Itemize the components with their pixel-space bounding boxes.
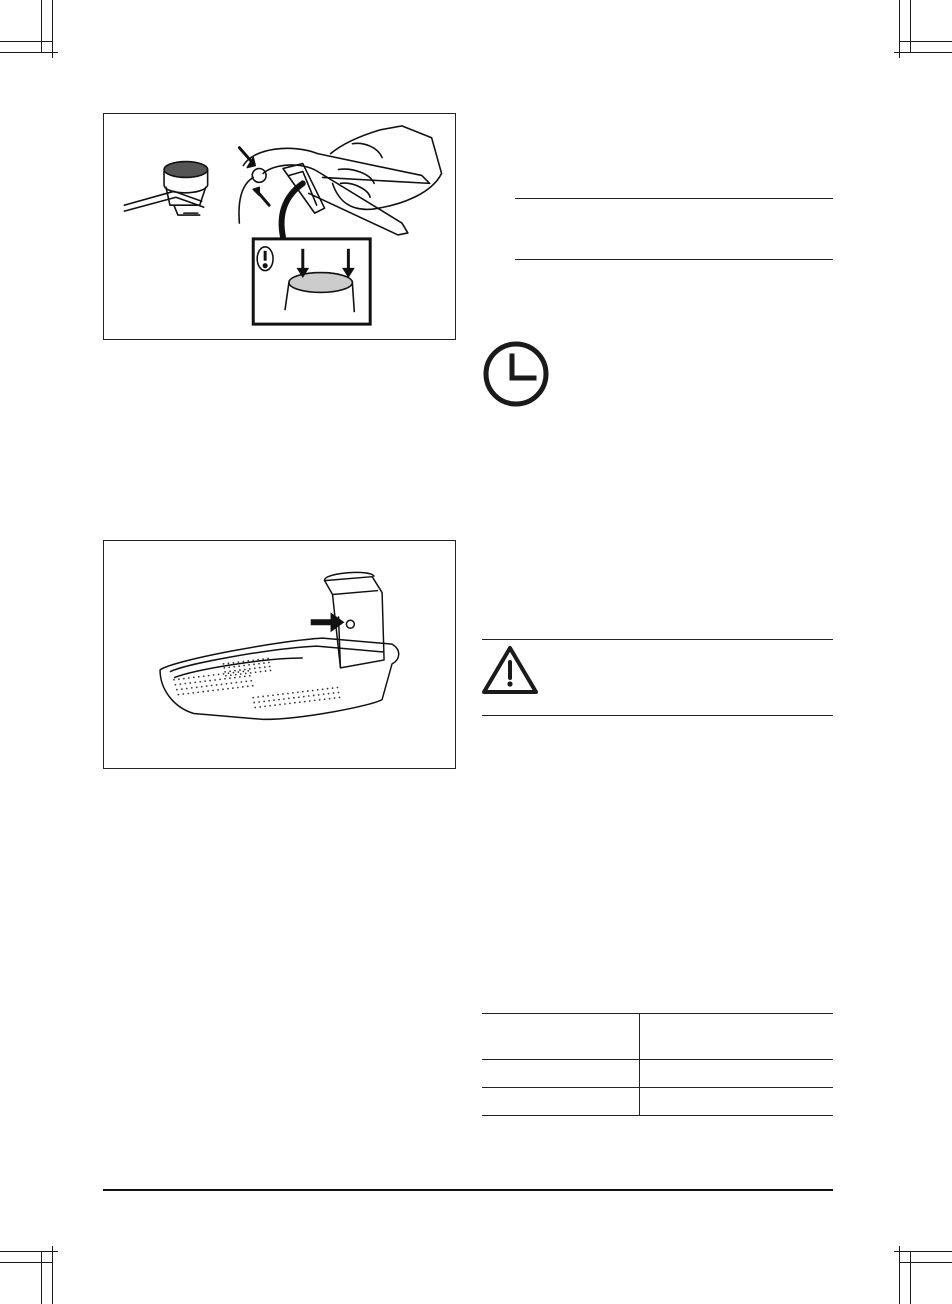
plate-dot: [252, 685, 254, 687]
plate-dot: [213, 674, 215, 676]
plate-dot: [248, 664, 250, 666]
plate-dot: [292, 692, 294, 694]
warning-rule-bottom: [482, 715, 833, 716]
plate-dot: [187, 693, 189, 695]
plate-dot: [217, 689, 219, 691]
plate-dot: [309, 700, 311, 702]
plate-dot: [214, 679, 216, 681]
plate-dot: [194, 681, 196, 683]
plate-dot: [319, 699, 321, 701]
plate-dot: [307, 690, 309, 692]
plate-dot: [244, 669, 246, 671]
plate-dot: [240, 681, 242, 683]
plate-dot: [313, 695, 315, 697]
plate-dot: [327, 688, 329, 690]
plate-dot: [179, 683, 181, 685]
plate-dot: [258, 701, 260, 703]
plate-dot: [247, 685, 249, 687]
plate-dot: [184, 683, 186, 685]
plate-dot: [189, 682, 191, 684]
plate-dot: [235, 682, 237, 684]
table-cell: [482, 1014, 640, 1060]
plate-dot: [314, 700, 316, 702]
plate-dot: [237, 661, 239, 663]
plate-dot: [244, 676, 246, 678]
plate-dot: [277, 694, 279, 696]
plate-dot: [257, 696, 259, 698]
plate-dot: [333, 692, 335, 694]
table-row: [482, 1088, 833, 1116]
plate-dot: [288, 698, 290, 700]
plate-dot: [242, 671, 244, 673]
plate-dot: [278, 699, 280, 701]
plate-dot: [298, 696, 300, 698]
plate-dot: [339, 697, 341, 699]
plate-dot: [317, 689, 319, 691]
plate-dot: [269, 666, 271, 668]
plate-dot: [238, 665, 240, 667]
table-cell: [640, 1060, 834, 1088]
connector-pliers-illustration: [103, 113, 456, 340]
plate-dot: [206, 685, 208, 687]
plate-dot: [239, 676, 241, 678]
plate-dot: [249, 675, 251, 677]
plate-dot: [268, 700, 270, 702]
plate-dot: [240, 673, 242, 675]
plate-dot: [302, 691, 304, 693]
plate-dot: [230, 674, 232, 676]
plate-dot: [247, 660, 249, 662]
plate-dot: [260, 671, 262, 673]
plate-dot: [312, 690, 314, 692]
warning-triangle-icon: [480, 644, 540, 696]
plate-dot: [197, 691, 199, 693]
plate-dot: [242, 661, 244, 663]
plate-dot: [332, 687, 334, 689]
plate-dot: [181, 688, 183, 690]
plate-dot: [201, 686, 203, 688]
plate-dot: [188, 677, 190, 679]
plate-dot: [318, 694, 320, 696]
plate-dot: [229, 677, 231, 679]
table-cell: [482, 1088, 640, 1116]
plate-dot: [264, 705, 266, 707]
plate-dot: [175, 684, 177, 686]
plate-dot: [323, 693, 325, 695]
plate-dot: [223, 673, 225, 675]
plate-dot: [234, 677, 236, 679]
plate-dot: [186, 688, 188, 690]
plate-dot: [224, 678, 226, 680]
plate-dot: [274, 704, 276, 706]
plate-dot: [253, 663, 255, 665]
plate-dot: [219, 678, 221, 680]
plate-dot: [204, 680, 206, 682]
plate-dot: [212, 690, 214, 692]
plate-dot: [192, 692, 194, 694]
plate-dot: [263, 700, 265, 702]
plate-dot: [252, 697, 254, 699]
plate-dot: [267, 658, 269, 660]
plate-dot: [233, 672, 235, 674]
plate-dot: [255, 671, 257, 673]
plate-dot: [259, 667, 261, 669]
plate-dot: [269, 705, 271, 707]
plate-dot: [234, 670, 236, 672]
plate-dot: [237, 687, 239, 689]
plate-dot: [253, 702, 255, 704]
plate-dot: [304, 701, 306, 703]
note-rule-top: [515, 198, 833, 199]
plate-dot: [229, 670, 231, 672]
plate-dot: [239, 669, 241, 671]
plate-dot: [297, 691, 299, 693]
plate-dot: [262, 696, 264, 698]
table-row: [482, 1014, 833, 1060]
plate-dot: [173, 679, 175, 681]
plate-dot: [211, 685, 213, 687]
plate-dot: [303, 696, 305, 698]
plate-dot: [250, 672, 252, 674]
pliers-connector-drawing: [104, 114, 455, 339]
plate-dot: [247, 670, 249, 672]
clock-icon: [482, 340, 550, 408]
plate-dot: [258, 663, 260, 665]
plate-dot: [226, 683, 228, 685]
plate-dot: [242, 686, 244, 688]
plate-dot: [272, 694, 274, 696]
plate-dot: [254, 667, 256, 669]
plate-dot: [193, 677, 195, 679]
plate-dot: [183, 678, 185, 680]
plate-dot: [265, 670, 267, 672]
plate-dot: [177, 694, 179, 696]
spec-table: [482, 1013, 833, 1116]
plate-dot: [279, 704, 281, 706]
plate-dot: [225, 675, 227, 677]
plate-dot: [250, 680, 252, 682]
plate-dot: [299, 701, 301, 703]
plate-dot: [245, 680, 247, 682]
plate-dot: [273, 699, 275, 701]
table-row: [482, 1060, 833, 1088]
plate-dot: [245, 673, 247, 675]
charging-station-illustration: [103, 540, 456, 769]
plate-dot: [308, 695, 310, 697]
plate-dot: [191, 687, 193, 689]
table-cell: [640, 1014, 834, 1060]
plate-dot: [324, 698, 326, 700]
plate-dot: [329, 698, 331, 700]
plate-dot: [284, 703, 286, 705]
plate-dot: [198, 676, 200, 678]
plate-dot: [216, 684, 218, 686]
plate-dot: [267, 695, 269, 697]
plate-dot: [268, 662, 270, 664]
plate-dot: [289, 702, 291, 704]
plate-dot: [264, 666, 266, 668]
plate-dot: [338, 692, 340, 694]
plate-dot: [223, 663, 225, 665]
plate-dot: [233, 662, 235, 664]
plate-dot: [208, 675, 210, 677]
plate-dot: [262, 658, 264, 660]
plate-dot: [237, 671, 239, 673]
plate-dot: [232, 687, 234, 689]
warning-rule-top: [482, 639, 833, 640]
plate-dot: [235, 674, 237, 676]
plate-dot: [270, 670, 272, 672]
plate-dot: [334, 697, 336, 699]
plate-dot: [231, 682, 233, 684]
plate-dot: [209, 680, 211, 682]
table-cell: [640, 1088, 834, 1116]
plate-dot: [233, 666, 235, 668]
table-cell: [482, 1060, 640, 1088]
plate-dot: [252, 659, 254, 661]
plate-dot: [283, 698, 285, 700]
plate-dot: [263, 662, 265, 664]
plate-dot: [287, 693, 289, 695]
plate-dot: [257, 659, 259, 661]
plate-dot: [182, 693, 184, 695]
plate-dot: [328, 693, 330, 695]
plate-dot: [249, 668, 251, 670]
plate-dot: [199, 681, 201, 683]
footer-rule: [103, 1189, 833, 1191]
plate-dot: [228, 662, 230, 664]
plate-dot: [218, 674, 220, 676]
plate-dot: [322, 688, 324, 690]
plate-dot: [221, 683, 223, 685]
plate-dot: [202, 691, 204, 693]
note-rule-bottom: [515, 259, 833, 260]
plate-dot: [196, 686, 198, 688]
plate-dot: [224, 671, 226, 673]
plate-dot: [178, 678, 180, 680]
plate-dot: [227, 688, 229, 690]
plate-dot: [222, 688, 224, 690]
plate-dot: [228, 666, 230, 668]
plate-dot: [228, 672, 230, 674]
plate-dot: [176, 689, 178, 691]
plate-dot: [207, 690, 209, 692]
plate-dot: [259, 706, 261, 708]
plate-dot: [293, 697, 295, 699]
plate-dot: [337, 687, 339, 689]
plate-dot: [282, 693, 284, 695]
plate-dot: [203, 675, 205, 677]
charging-station-drawing: [104, 541, 455, 768]
plate-dot: [294, 702, 296, 704]
plate-dot: [243, 665, 245, 667]
plate-dot: [254, 707, 256, 709]
plate-dot: [223, 667, 225, 669]
